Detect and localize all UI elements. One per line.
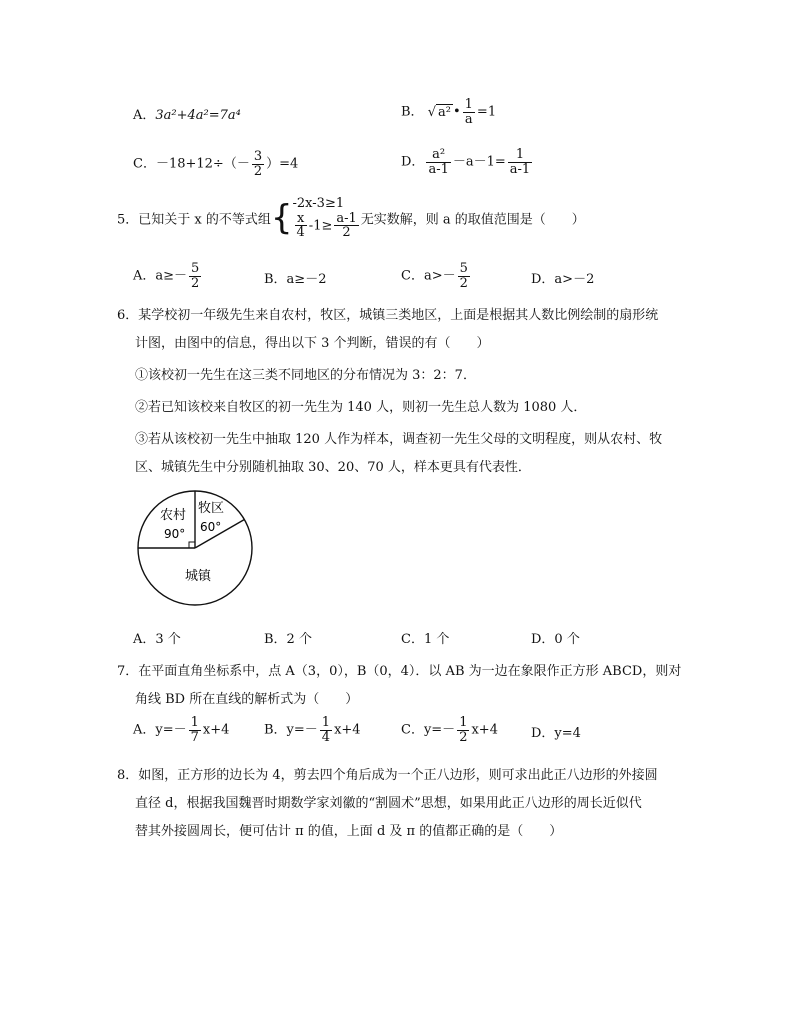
q5-a-text: A．a≥－ [133,268,188,284]
q7-a-frac [189,716,201,744]
pie-angle-pasture: 60° [200,520,222,534]
q5-a-den: 2 [191,275,200,291]
q5-a-num: 5 [191,261,200,276]
q6-statement-3-line1: ③若从该校初一先生中抽取 120 人作为样本，调查初一先生父母的文明程度，则从农村、牧 [135,432,663,447]
q7-a-num: 1 [190,715,199,730]
q7-option-d: D．y=4 [531,726,581,741]
q5-ineq2-mid: -1≥ [308,218,333,234]
q4-d-frac1-num: a² [426,148,450,163]
q4-d-frac1-den: a-1 [428,161,449,177]
q6-option-b: B．2 个 [264,632,312,647]
q7-b-pre: B．y=－ [264,722,318,738]
q4-b-frac-den: a [464,111,473,127]
q7-a-post: x+4 [202,722,230,738]
q4-c-post: ）=4 [266,156,299,172]
q6-pie-chart [130,488,262,614]
q7-option-c [401,716,498,744]
q5-system [293,196,361,240]
q5-ineq2-rhs-den: 2 [342,225,351,241]
q7-c-den: 2 [459,729,468,745]
q4-option-d [401,148,534,176]
q4-c-pre: －18+12÷（－ [155,156,250,172]
q6-statement-3-line2: 区、城镇先生中分别随机抽取 30、20、70 人，样本更具有代表性． [135,460,531,475]
q4-b-sqrt: √ a² [427,105,451,121]
q6-statement-1: ①该校初一先生在这三类不同地区的分布情况为 3：2：7． [135,368,476,383]
q4-b-radicand: a² [438,105,451,121]
q4-option-c [133,150,298,178]
q4-d-frac1 [426,148,450,176]
q5-stem [117,196,585,240]
q5-b-text: B．a≥－2 [264,272,327,287]
q7-b-post: x+4 [334,722,361,738]
q5-ineq2-rhs-num: a-1 [336,210,357,226]
q7-c-num: 1 [459,715,468,730]
q5-c-num: 5 [459,261,468,276]
q6-statement-2: ②若已知该校来自牧区的初一先生为 140 人，则初一先生总人数为 1080 人． [135,400,587,415]
q7-b-num: 1 [321,715,331,730]
q5-option-c [401,262,472,290]
q5-option-b [264,268,326,287]
q4-c-frac-den: 2 [253,163,263,179]
q5-c-den: 2 [459,275,468,291]
q6-stem-line1: 6．某学校初一年级先生来自农村，牧区，城镇三类地区，上面是根据其人数比例绘制的扇形统 [117,308,659,323]
q7-c-frac [457,716,469,744]
q4-option-b [401,98,496,126]
q7-b-den: 4 [321,729,331,745]
q5-c-text: C．a>－ [401,268,456,284]
q4-c-label: C． [133,156,156,172]
q4-d-mid: －a－1= [452,154,506,170]
q5-ineq2-den: 4 [296,225,305,241]
q4-d-label: D． [401,154,425,170]
q5-stem-pre: 5．已知关于 x 的不等式组 [117,212,271,228]
q4-b-label: B． [401,104,424,120]
q6-stem-line2: 计图，由图中的信息，得出以下 3 个判断，错误的有（ ） [135,336,490,351]
q7-a-pre: A．y=－ [133,722,187,738]
q7-option-b [264,716,361,744]
q8-line1: 8．如图，正方形的边长为 4，剪去四个角后成为一个正八边形，则可求出此正八边形的外接圆 [117,768,658,783]
q5-ineq2-rhs [334,212,358,240]
q5-stem-post: 无实数解，则 a 的取值范围是（ ） [360,212,585,228]
q7-option-a [133,716,229,744]
q4-option-a [133,104,241,123]
q7-stem-line1: 7．在平面直角坐标系中，点 A（3，0），B（0，4）．以 AB 为一边在象限作正方形 ABCD，则对 [117,664,682,679]
q6-option-d: D．0 个 [531,632,580,647]
q7-c-pre: C．y=－ [401,722,456,738]
q7-b-frac [320,716,332,744]
q5-d-text: D．a>－2 [531,272,595,287]
q4-b-frac [463,98,475,126]
q8-line3: 替其外接圆周长，便可估计 π 的值，上面 d 及 π 的值都正确的是（ ） [135,824,563,839]
q4-c-frac [252,150,264,178]
pie-label-town: 城镇 [185,569,212,584]
q4-d-frac2-den: a-1 [509,161,531,177]
pie-angle-rural: 90° [164,527,186,541]
q7-a-den: 7 [190,729,199,745]
q5-ineq2-frac [295,212,307,240]
q5-c-frac [458,262,470,290]
q5-option-d [531,268,594,287]
pie-label-pasture: 牧区 [198,501,225,516]
q4-c-frac-num: 3 [253,149,263,164]
q4-a-text: 3a²+4a²=7a⁴ [155,108,241,123]
q4-b-dot: • [452,104,461,120]
q6-option-a: A．3 个 [133,632,181,647]
q4-d-frac2-num: 1 [508,148,532,163]
q4-d-frac2 [508,148,532,176]
q5-ineq1: -2x-3≥1 [292,196,345,211]
q4-b-frac-num: 1 [464,97,473,112]
q8-line2: 直径 d，根据我国魏晋时期数学家刘徽的“割圆术”思想，如果用此正八边形的周长近似代 [135,796,642,811]
q5-option-a [133,262,203,290]
q5-ineq2 [293,212,361,240]
q7-c-post: x+4 [471,722,498,738]
q4-a-label: A． [133,108,156,123]
q5-brace: { [270,197,293,238]
q5-ineq2-num: x [295,212,307,227]
q6-option-c: C．1 个 [401,632,450,647]
q5-a-frac [189,262,201,290]
q7-stem-line2: 角线 BD 所在直线的解析式为（ ） [135,692,359,707]
q4-b-rhs: =1 [476,104,497,120]
pie-label-rural: 农村 [160,508,187,523]
